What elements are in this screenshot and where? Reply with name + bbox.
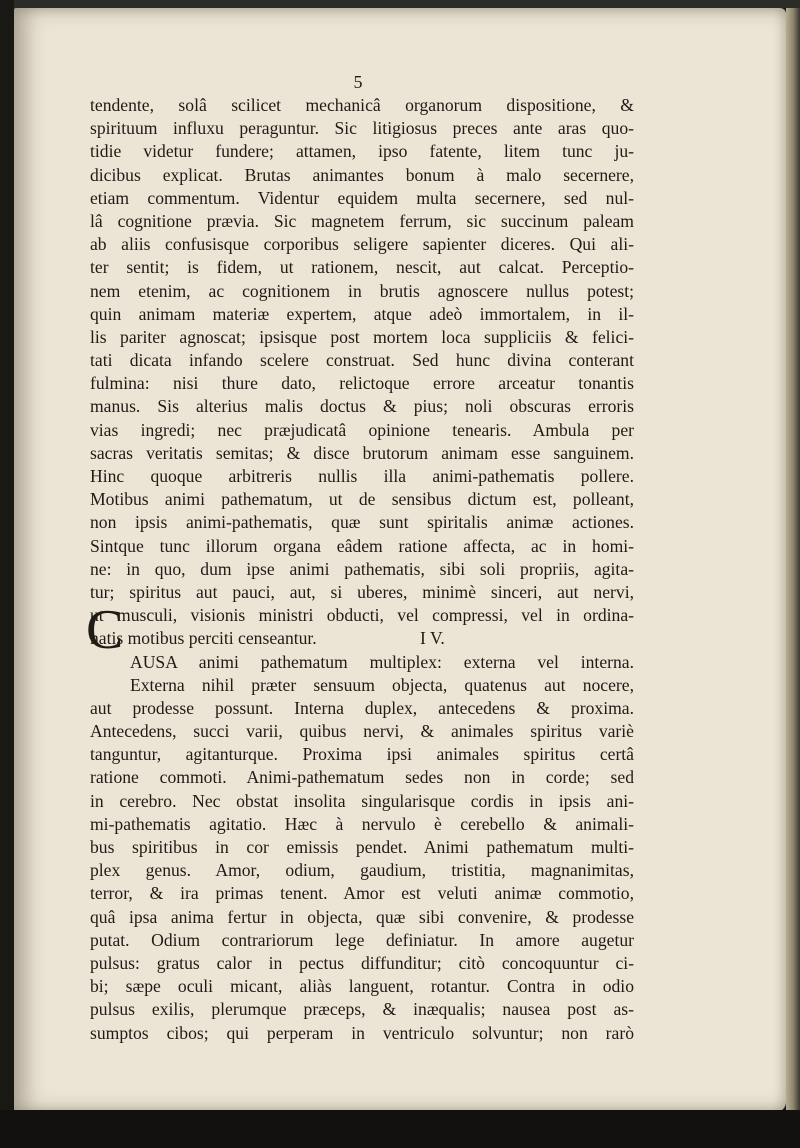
text-line: tidie videtur fundere; attamen, ipso fatente, litem tunc ju- bbox=[90, 141, 634, 162]
page-text bbox=[90, 94, 634, 1045]
text-line-with-section-number bbox=[90, 627, 634, 650]
section-line: plex genus. Amor, odium, gaudium, tristitia, magnanimitas, bbox=[90, 860, 634, 881]
text-line: tendente, solâ scilicet mechanicâ organorum dispositione, & bbox=[90, 95, 634, 115]
section-line: AUSA animi pathematum multiplex: externa vel interna. bbox=[130, 651, 634, 672]
text-line: ter sentit; is fidem, ut rationem, nescit, aut calcat. Perceptio- bbox=[90, 257, 634, 278]
text-line: sacras veritatis semitas; & disce brutorum animam esse sanguinem. bbox=[90, 442, 634, 463]
section-line: in cerebro. Nec obstat insolita singularisque cordis in ipsis ani- bbox=[90, 790, 634, 811]
page-edge bbox=[786, 8, 800, 1112]
section-line: bus spiritibus in cor emissis pendet. Animi pathematum multi- bbox=[90, 837, 634, 857]
text-line: lâ cognitione prævia. Sic magnetem ferrum, sic succinum paleam bbox=[90, 210, 634, 231]
text-line: manus. Sis alterius malis doctus & pius; noli obscuras erroris bbox=[90, 396, 634, 417]
section-line: bi; sæpe oculi micant, aliàs languent, rotantur. Contra in odio bbox=[90, 976, 634, 997]
section-number: I V. bbox=[420, 628, 445, 649]
text-line: quin animam materiæ expertem, atque adeò immortalem, in il- bbox=[90, 303, 634, 324]
section-line: ratione commoti. Animi-pathematum sedes non in corde; sed bbox=[90, 767, 634, 788]
section-line: Antecedens, succi varii, quibus nervi, & animales spiritus variè bbox=[90, 721, 634, 742]
text-line: lis pariter agnoscat; ipsisque post mortem loca suppliciis & felici- bbox=[90, 326, 634, 347]
scan-left-shadow bbox=[0, 0, 14, 1148]
text-line: ut musculi, visionis ministri obducti, vel compressi, vel in ordina- bbox=[90, 605, 634, 626]
text-line: ne: in quo, dum ipse animi pathematis, sibi soli propriis, agita- bbox=[90, 558, 634, 579]
text-line: fulmina: nisi thure dato, relictoque errore arceatur tonantis bbox=[90, 373, 634, 394]
text-line: Hinc quoque arbitreris nullis illa animi-pathematis pollere. bbox=[90, 466, 634, 486]
section-line: pulsus: gratus calor in pectus diffunditur; citò concoquuntur ci- bbox=[90, 952, 634, 973]
scan-top-edge bbox=[0, 0, 800, 8]
text-line: non ipsis animi-pathematis, quæ sunt spiritalis animæ actiones. bbox=[90, 512, 634, 533]
scan-bottom-edge bbox=[0, 1110, 800, 1148]
text-line: spirituum influxu peraguntur. Sic litigiosus preces ante aras quo- bbox=[90, 118, 634, 139]
text-line: tati dicata infando scelere construat. Sed hunc divina conterant bbox=[90, 350, 634, 371]
section-line: mi-pathematis agitatio. Hæc à nervulo è cerebello & animali- bbox=[90, 813, 634, 834]
section-line: sumptos cibos; qui perperam in ventriculo solvuntur; non rarò bbox=[90, 1022, 634, 1043]
page-number: 5 bbox=[353, 72, 363, 92]
section-line: tanguntur, agitanturque. Proxima ipsi animales spiritus certâ bbox=[90, 744, 634, 765]
text-line: vias ingredi; nec præjudicatâ opinione tenearis. Ambula per bbox=[90, 419, 634, 440]
text-line: Sintque tunc illorum organa eâdem ratione affecta, ac in homi- bbox=[90, 535, 634, 556]
section-line: Externa nihil præter sensuum objecta, quatenus aut nocere, bbox=[130, 674, 634, 695]
text-line: Motibus animi pathematum, ut de sensibus dictum est, polleant, bbox=[90, 489, 634, 510]
text-line: dicibus explicat. Brutas animantes bonum à malo secernere, bbox=[90, 164, 634, 185]
section-line: terror, & ira primas tenent. Amor est veluti animæ commotio, bbox=[90, 883, 634, 904]
section-line: aut prodesse possunt. Interna duplex, antecedens & proxima. bbox=[90, 697, 634, 718]
text-line: nem etenim, ac cognitionem in brutis agnoscere nullus potest; bbox=[90, 280, 634, 301]
drop-capital: C bbox=[86, 599, 124, 661]
text-line: ab aliis confusisque corporibus seligere sapienter diceres. Qui ali- bbox=[90, 234, 634, 255]
text-line-fragment: natis motibus perciti censeantur. bbox=[90, 628, 317, 649]
section-line: putat. Odium contrariorum lege definiatur. In amore augetur bbox=[90, 929, 634, 950]
section-line: quâ ipsa anima fertur in objecta, quæ sibi convenire, & prodesse bbox=[90, 906, 634, 927]
section-line: pulsus exilis, plerumque præceps, & inæqualis; nausea post as- bbox=[90, 999, 634, 1020]
text-line: tur; spiritus aut pauci, aut, si uberes, minimè sinceri, aut nervi, bbox=[90, 581, 634, 602]
text-line: etiam commentum. Videntur equidem multa secernere, sed nul- bbox=[90, 187, 634, 208]
